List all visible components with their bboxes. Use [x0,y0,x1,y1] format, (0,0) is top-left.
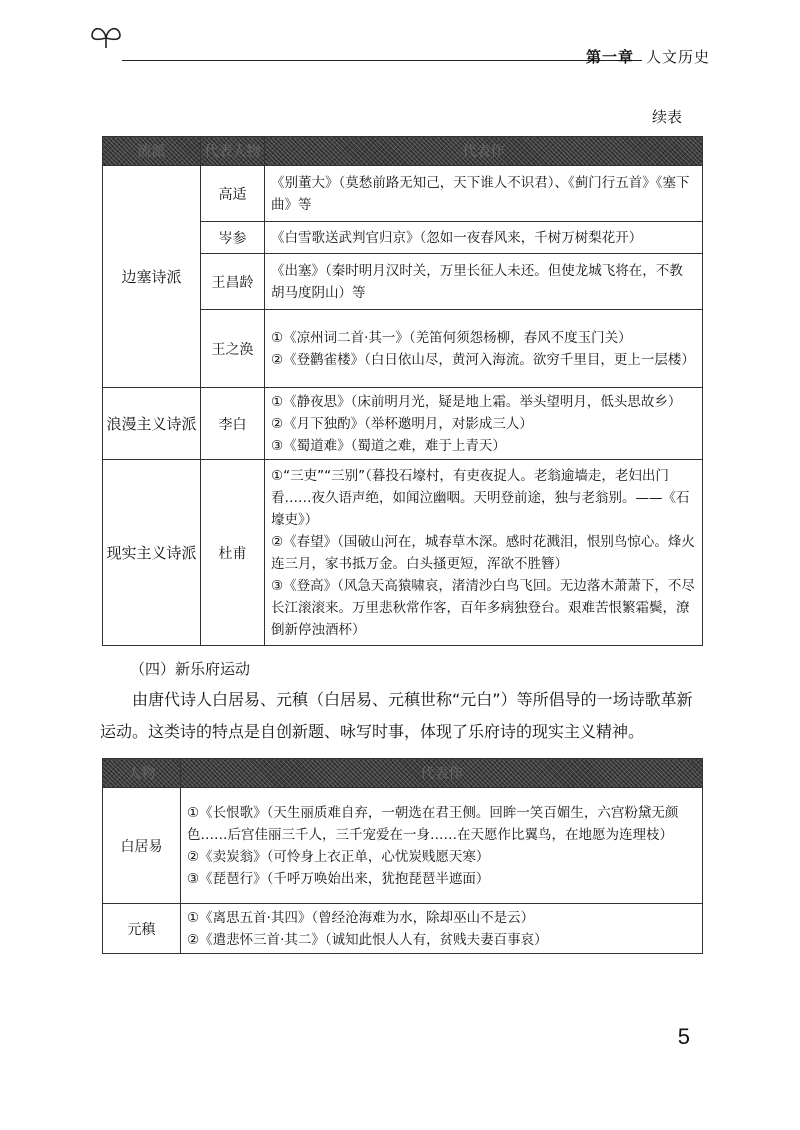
works-cell [265,166,703,222]
poet-cell: 王之涣 [201,310,265,388]
school-cell: 现实主义诗派 [103,460,201,646]
poet-cell: 高适 [201,166,265,222]
work-line: ③《蜀道难》（蜀道之难，难于上青天） [271,437,506,454]
section-heading: （四）新乐府运动 [130,660,251,678]
body-paragraph: 由唐代诗人白居易、元稹（白居易、元稹世称“元白”）等所倡导的一场诗歌革新运动。这类诗的特点是自创新题、咏写时事，体现了乐府诗的现实主义精神。 [100,690,693,741]
leaf-sprout-icon [88,22,124,50]
work-line: ②《月下独酌》（举杯邀明月，对影成三人） [271,415,533,432]
table-row [103,388,703,460]
work-line: ①《静夜思》（床前明月光，疑是地上霜。举头望明月，低头思故乡） [271,393,682,410]
page-number: 5 [677,1024,690,1049]
table-header-cell: 流派 [103,137,201,166]
works-cell [181,904,703,954]
table-row [103,904,703,954]
continued-label: 续表 [651,108,682,126]
works-cell [265,460,703,646]
table-row [103,788,703,904]
header-rule [122,60,642,61]
poetry-school-table [102,136,703,646]
chapter-number: 第一章 [585,48,634,66]
poet-cell: 元稹 [103,904,181,954]
work-line: ①《离思五首·其四》（曾经沧海难为水，除却巫山不是云） [187,909,535,926]
work-line: 《白雪歌送武判官归京》（忽如一夜春风来，千树万树梨花开） [271,229,643,246]
running-header [88,20,710,66]
work-line: ②《遣悲怀三首·其二》（诚知此恨人人有，贫贱夫妻百事哀） [187,931,548,948]
chapter-label [586,46,710,67]
works-cell [181,788,703,904]
table-header-cell: 人物 [103,759,181,788]
table-row [103,166,703,222]
work-line: ②《登鹳雀楼》（白日依山尽，黄河入海流。欲穷千里目，更上一层楼） [271,351,695,368]
work-line: ③《琵琶行》（千呼万唤始出来，犹抱琵琶半遮面） [187,870,490,887]
works-cell [265,254,703,310]
table-header-cell: 代表作 [265,137,703,166]
work-line: 《出塞》（秦时明月汉时关，万里长征人未还。但使龙城飞将在，不教胡马度阴山）等 [271,262,683,301]
works-cell [265,222,703,254]
poet-cell: 岑参 [201,222,265,254]
work-line: ①《凉州词二首·其一》（羌笛何须怨杨柳，春风不度玉门关） [271,329,632,346]
new-yuefu-table [102,758,703,954]
school-cell: 边塞诗派 [103,166,201,388]
work-line: ③《登高》（风急天高猿啸哀，渚清沙白鸟飞回。无边落木萧萧下，不尽长江滚滚来。万里悲秋常作客，百年多病独登台。艰难苦恨繁霜鬓，潦倒新停浊酒杯） [271,577,695,638]
works-cell [265,388,703,460]
works-cell [265,310,703,388]
work-line: ①“三吏”“三别”（暮投石壕村，有吏夜捉人。老翁逾墙走，老妇出门看……夜久语声绝，如闻泣幽咽。天明登前途，独与老翁别。——《石壕吏》） [271,467,690,528]
work-line: ①《长恨歌》（天生丽质难自弃，一朝选在君王侧。回眸一笑百媚生，六宫粉黛无颜色……后宫佳丽三千人，三千宠爱在一身……在天愿作比翼鸟，在地愿为连理枝） [187,804,679,843]
work-line: 《别董大》（莫愁前路无知己，天下谁人不识君）、《蓟门行五首》《塞下曲》等 [271,174,690,213]
table-header-cell: 代表作 [181,759,703,788]
table-row [103,460,703,646]
table-header-cell: 代表人物 [201,137,265,166]
poet-cell: 王昌龄 [201,254,265,310]
school-cell: 浪漫主义诗派 [103,388,201,460]
poet-cell: 杜甫 [201,460,265,646]
poet-cell: 李白 [201,388,265,460]
poet-cell: 白居易 [103,788,181,904]
work-line: ②《卖炭翁》（可怜身上衣正单，心忧炭贱愿天寒） [187,848,490,865]
chapter-title: 人文历史 [645,48,710,66]
work-line: ②《春望》（国破山河在，城春草木深。感时花溅泪，恨别鸟惊心。烽火连三月，家书抵万金。白头搔更短，浑欲不胜簪） [271,533,695,572]
